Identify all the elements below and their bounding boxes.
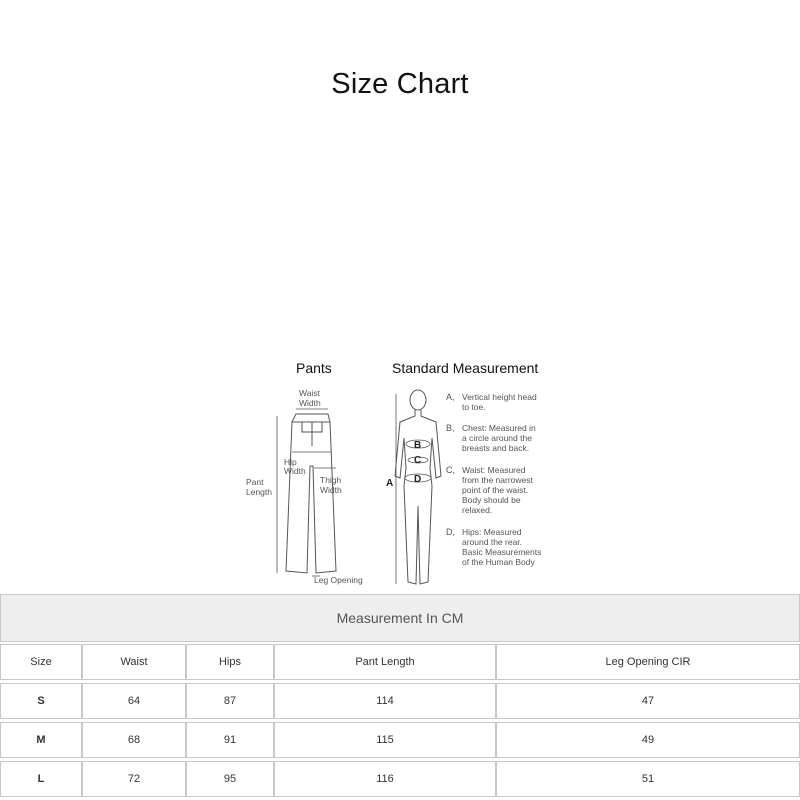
note-b-line: breasts and back.: [462, 443, 530, 453]
measurement-figure: [240, 356, 560, 592]
note-a-line: to toe.: [462, 402, 486, 412]
header-leg-opening: Leg Opening CIR: [496, 644, 800, 680]
page-title: Size Chart: [331, 68, 469, 100]
waist-width-label-2: Width: [299, 398, 321, 408]
note-c-line: relaxed.: [462, 505, 493, 515]
pants-heading: Pants: [296, 360, 332, 376]
cell-leg-opening: 51: [496, 761, 800, 797]
note-a-line: Vertical height head: [462, 392, 537, 402]
pant-length-label-1: Pant: [246, 477, 264, 487]
header-waist: Waist: [82, 644, 186, 680]
cell-size: S: [0, 683, 82, 719]
table-row: [0, 683, 800, 719]
cell-leg-opening: 47: [496, 683, 800, 719]
note-d-line: Basic Measurements: [462, 547, 542, 557]
cell-size: M: [0, 722, 82, 758]
note-b-marker: B,: [446, 423, 455, 433]
body-mark-c: C: [414, 455, 422, 466]
measurement-notes: [446, 392, 541, 567]
table-row: [0, 761, 800, 797]
body-mark-d: D: [414, 474, 422, 485]
measurement-illustration: [240, 356, 560, 592]
cell-waist: 72: [82, 761, 186, 797]
hip-width-label-2: Width: [284, 466, 306, 476]
note-d-line: around the rear.: [462, 537, 523, 547]
thigh-width-label-2: Width: [320, 485, 342, 495]
pant-length-label-2: Length: [246, 487, 272, 497]
thigh-width-label-1: Thigh: [320, 475, 342, 485]
note-a-marker: A,: [446, 392, 455, 402]
note-c-line: Waist: Measured: [462, 465, 526, 475]
cell-hips: 91: [186, 722, 274, 758]
header-size: Size: [0, 644, 82, 680]
cell-size: L: [0, 761, 82, 797]
waist-width-label-1: Waist: [299, 388, 320, 398]
table-header-row: [0, 644, 800, 680]
cell-pant-length: 115: [274, 722, 496, 758]
note-d-line: Hips: Measured: [462, 527, 522, 537]
table-row: [0, 722, 800, 758]
cell-hips: 87: [186, 683, 274, 719]
table-caption: Measurement In CM: [0, 594, 800, 642]
note-d-marker: D,: [446, 527, 455, 537]
hip-width-label-1: Hip: [284, 457, 297, 467]
header-pant-length: Pant Length: [274, 644, 496, 680]
note-b-line: Chest: Measured in: [462, 423, 536, 433]
body-mark-a: A: [386, 478, 394, 489]
note-c-line: Body should be: [462, 495, 521, 505]
cell-waist: 68: [82, 722, 186, 758]
cell-pant-length: 116: [274, 761, 496, 797]
note-c-line: point of the waist.: [462, 485, 529, 495]
cell-pant-length: 114: [274, 683, 496, 719]
cell-leg-opening: 49: [496, 722, 800, 758]
leg-opening-label: Leg Opening: [314, 575, 363, 585]
cell-hips: 95: [186, 761, 274, 797]
size-table: [0, 594, 800, 800]
note-c-line: from the narrowest: [462, 475, 533, 485]
body-measure-lines: [396, 394, 431, 584]
note-c-marker: C,: [446, 465, 455, 475]
body-mark-b: B: [414, 440, 422, 451]
cell-waist: 64: [82, 683, 186, 719]
header-hips: Hips: [186, 644, 274, 680]
standard-heading: Standard Measurement: [392, 360, 539, 376]
body-outline: [395, 390, 441, 584]
note-b-line: a circle around the: [462, 433, 532, 443]
note-d-line: of the Human Body: [462, 557, 535, 567]
